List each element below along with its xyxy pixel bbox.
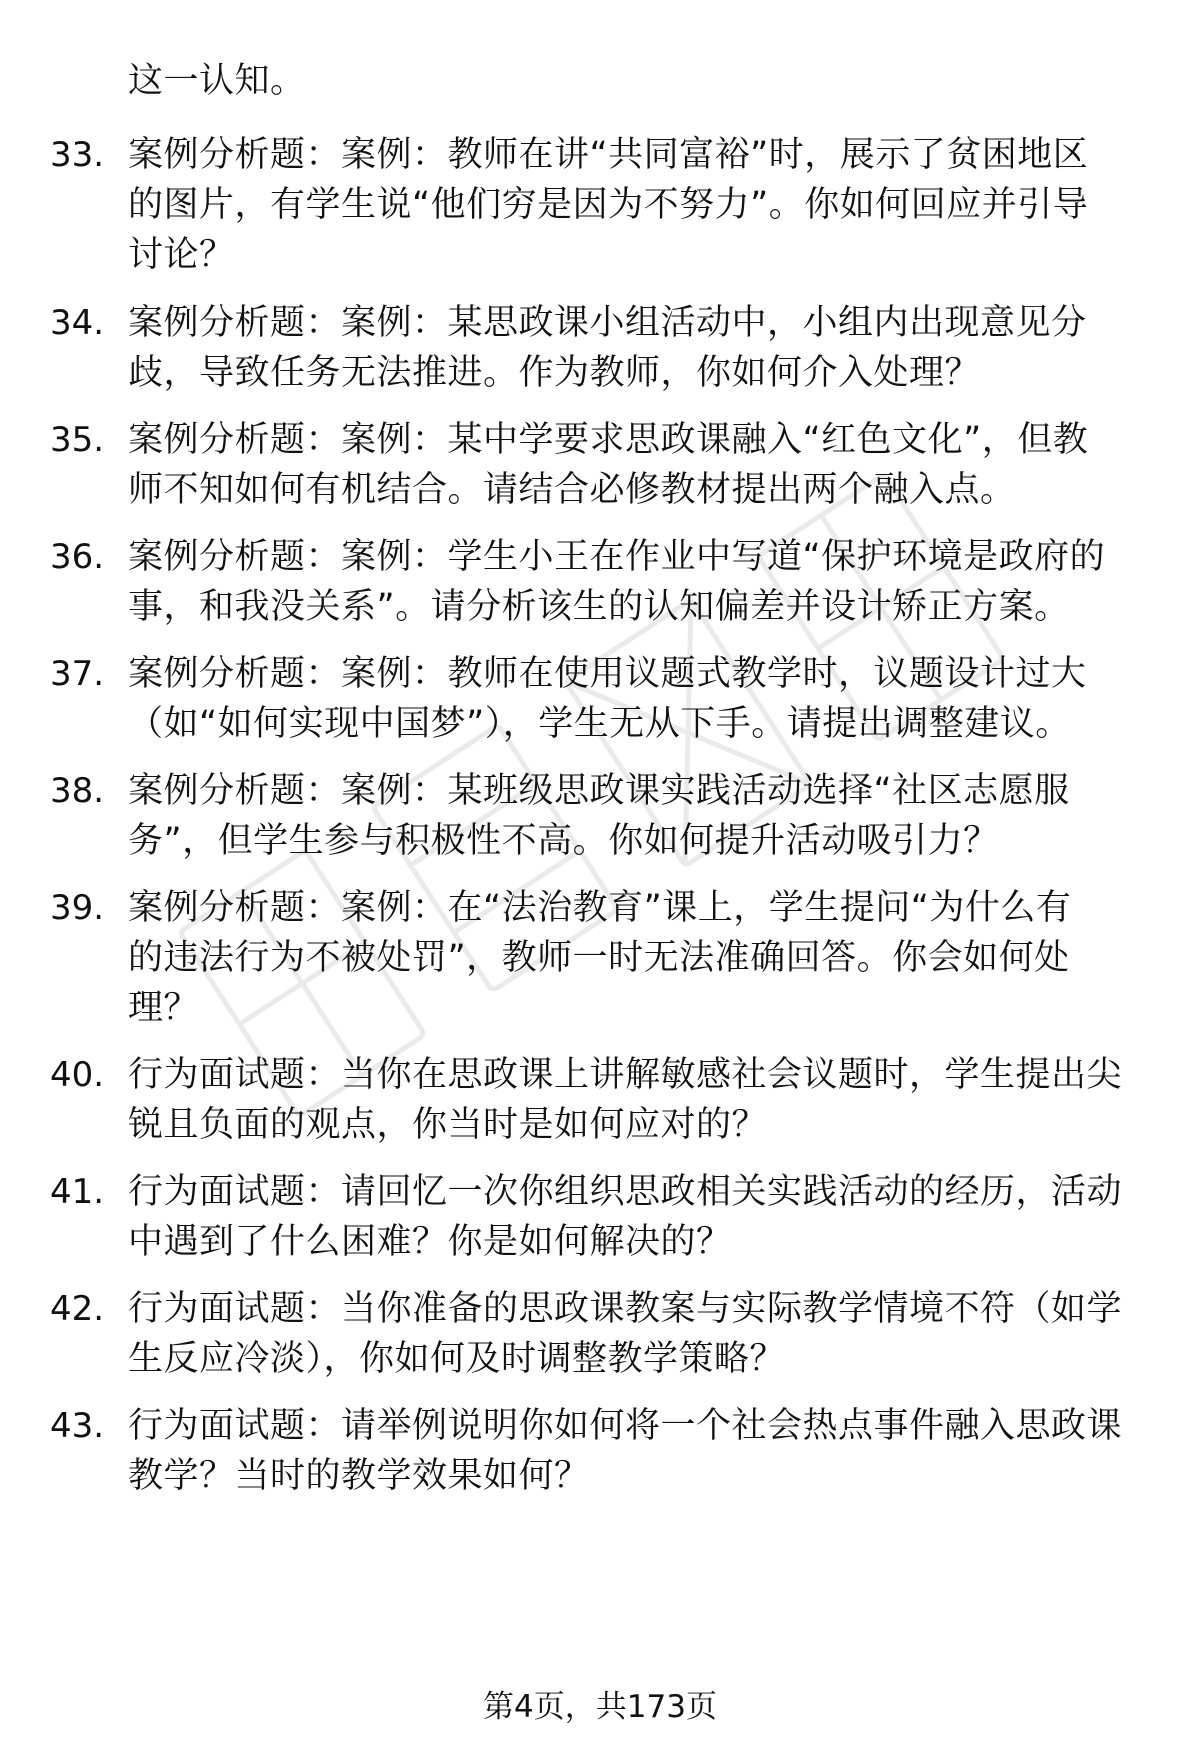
question-line: 案例分析题：案例：教师在讲“共同富裕”时，展示了贫困地区 — [128, 135, 1089, 175]
question-line: 中遇到了什么困难？你是如何解决的？ — [128, 1222, 732, 1262]
question-line: 的违法行为不被处罚”，教师一时无法准确回答。你会如何处 — [128, 938, 1070, 978]
question-number: 37. — [50, 654, 105, 694]
question-text — [128, 415, 1160, 515]
question-text — [128, 883, 1160, 1033]
question-text — [128, 532, 1160, 632]
question-line: 理？ — [128, 988, 200, 1028]
continuation-text: 这一认知。 — [128, 61, 306, 101]
question-number: 38. — [50, 771, 105, 811]
question-line: 行为面试题：当你准备的思政课教案与实际教学情境不符（如学 — [128, 1289, 1123, 1329]
question-number: 34. — [50, 303, 105, 343]
question-line: 锐且负面的观点，你当时是如何应对的？ — [128, 1105, 768, 1145]
question-number: 39. — [50, 888, 105, 928]
question-line: 讨论？ — [128, 235, 235, 275]
question-text — [128, 1050, 1160, 1150]
question-line: 案例分析题：案例：教师在使用议题式教学时，议题设计过大 — [128, 654, 1087, 694]
question-text — [128, 1167, 1160, 1267]
question-text — [128, 1401, 1160, 1501]
question-line: 教学？当时的教学效果如何？ — [128, 1456, 590, 1496]
question-line: 的图片，有学生说“他们穷是因为不努力”。你如何回应并引导 — [128, 185, 1089, 225]
question-line: 案例分析题：案例：某思政课小组活动中，小组内出现意见分 — [128, 303, 1087, 343]
question-line: 案例分析题：案例：学生小王在作业中写道“保护环境是政府的 — [128, 537, 1106, 577]
question-number: 41. — [50, 1172, 105, 1212]
question-text — [128, 130, 1160, 280]
question-line: 案例分析题：案例：某中学要求思政课融入“红色文化”，但教 — [128, 420, 1089, 460]
question-line: 生反应冷淡），你如何及时调整教学策略？ — [128, 1339, 786, 1379]
question-number: 36. — [50, 537, 105, 577]
question-number: 40. — [50, 1055, 105, 1095]
question-line: 师不知如何有机结合。请结合必修教材提出两个融入点。 — [128, 470, 1016, 510]
question-line: 歧，导致任务无法推进。作为教师，你如何介入处理？ — [128, 353, 981, 393]
question-line: 行为面试题：请举例说明你如何将一个社会热点事件融入思政课 — [128, 1406, 1123, 1446]
question-text — [128, 298, 1160, 398]
question-line: 行为面试题：当你在思政课上讲解敏感社会议题时，学生提出尖 — [128, 1055, 1123, 1095]
question-text — [128, 649, 1160, 749]
question-line: 案例分析题：案例：在“法治教育”课上，学生提问“为什么有 — [128, 888, 1072, 928]
question-text — [128, 1284, 1160, 1384]
page-footer: 第4页，共173页 — [483, 1689, 717, 1725]
question-number: 42. — [50, 1289, 105, 1329]
question-number: 33. — [50, 135, 105, 175]
question-line: 务”，但学生参与积极性不高。你如何提升活动吸引力？ — [128, 821, 999, 861]
question-text — [128, 766, 1160, 866]
question-line: （如“如何实现中国梦”），学生无从下手。请提出调整建议。 — [128, 704, 1071, 744]
question-line: 行为面试题：请回忆一次你组织思政相关实践活动的经历，活动 — [128, 1172, 1123, 1212]
question-line: 事，和我没关系”。请分析该生的认知偏差并设计矫正方案。 — [128, 587, 1070, 627]
question-number: 35. — [50, 420, 105, 460]
question-number: 43. — [50, 1406, 105, 1446]
question-line: 案例分析题：案例：某班级思政课实践活动选择“社区志愿服 — [128, 771, 1070, 811]
